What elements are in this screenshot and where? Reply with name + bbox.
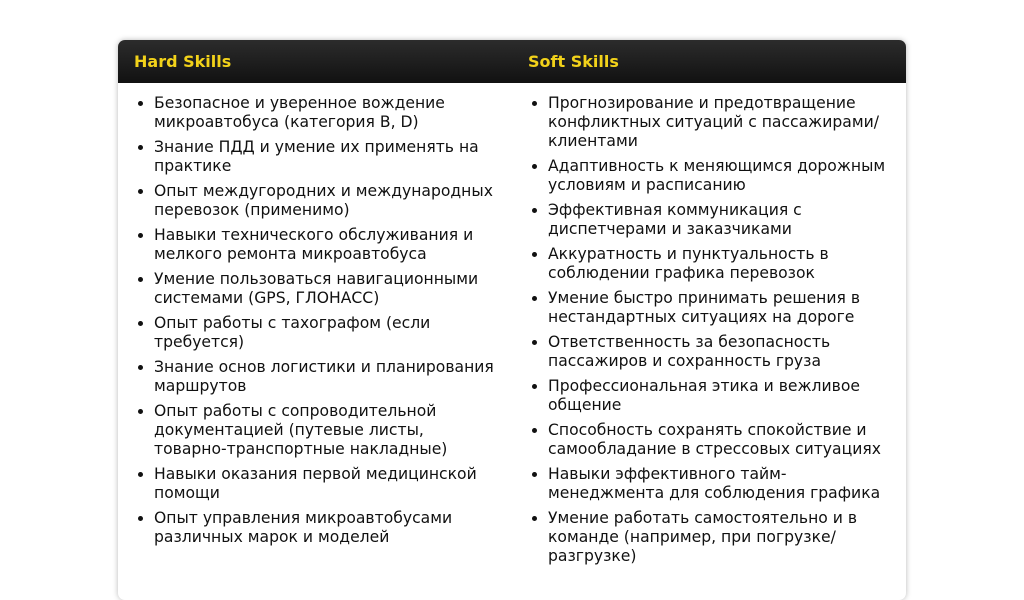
list-item: Умение быстро принимать решения в нестандартных ситуациях на дороге	[528, 289, 888, 327]
soft-skills-list	[528, 94, 888, 572]
list-item: Опыт междугородних и международных перевозок (применимо)	[134, 182, 494, 220]
list-item: Навыки эффективного тайм-менеджмента для соблюдения графика	[528, 465, 888, 503]
list-item: Навыки оказания первой медицинской помощи	[134, 465, 494, 503]
list-item: Опыт работы с сопроводительной документацией (путевые листы, товарно-транспортные накладные)	[134, 402, 494, 459]
list-item: Способность сохранять спокойствие и самообладание в стрессовых ситуациях	[528, 421, 888, 459]
list-item: Знание ПДД и умение их применять на практике	[134, 138, 494, 176]
list-item: Эффективная коммуникация с диспетчерами и заказчиками	[528, 201, 888, 239]
list-item: Опыт работы с тахографом (если требуется)	[134, 314, 494, 352]
soft-skills-heading: Soft Skills	[528, 52, 619, 71]
hard-skills-list	[134, 94, 494, 553]
list-item: Знание основ логистики и планирования маршрутов	[134, 358, 494, 396]
list-item: Прогнозирование и предотвращение конфликтных ситуаций с пассажирами/клиентами	[528, 94, 888, 151]
list-item: Навыки технического обслуживания и мелкого ремонта микроавтобуса	[134, 226, 494, 264]
list-item: Опыт управления микроавтобусами различных марок и моделей	[134, 509, 494, 547]
hard-skills-heading: Hard Skills	[134, 52, 232, 71]
list-item: Умение работать самостоятельно и в команде (например, при погрузке/разгрузке)	[528, 509, 888, 566]
list-item: Профессиональная этика и вежливое общение	[528, 377, 888, 415]
list-item: Адаптивность к меняющимся дорожным условиям и расписанию	[528, 157, 888, 195]
skills-table	[118, 40, 906, 600]
list-item: Безопасное и уверенное вождение микроавтобуса (категория B, D)	[134, 94, 494, 132]
list-item: Ответственность за безопасность пассажиров и сохранность груза	[528, 333, 888, 371]
list-item: Умение пользоваться навигационными системами (GPS, ГЛОНАСС)	[134, 270, 494, 308]
table-header	[118, 40, 906, 83]
list-item: Аккуратность и пунктуальность в соблюдении графика перевозок	[528, 245, 888, 283]
